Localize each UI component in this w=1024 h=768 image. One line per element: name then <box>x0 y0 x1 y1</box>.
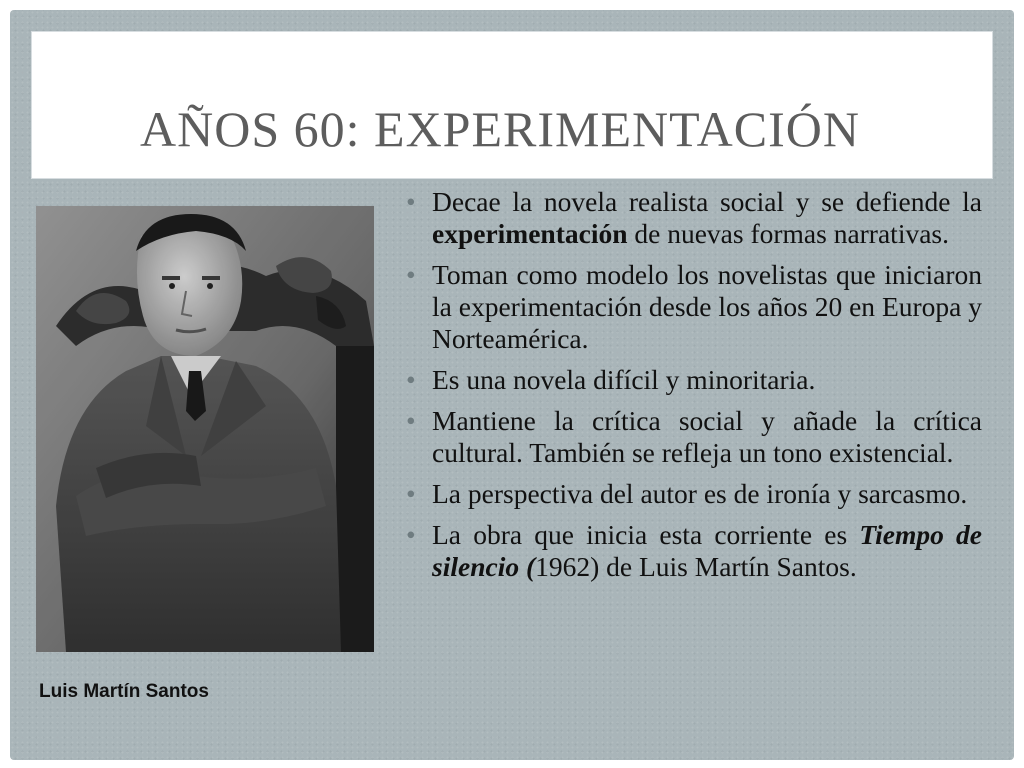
author-photo <box>36 206 374 652</box>
bullet-text: La perspectiva del autor es de ironía y sarcasmo. <box>432 478 968 509</box>
bullet-text: Es una novela difícil y minoritaria. <box>432 364 816 395</box>
bullet-item <box>406 405 982 469</box>
bullet-item <box>406 519 982 583</box>
slide <box>10 10 1014 760</box>
bullet-text: 1962) de Luis Martín Santos. <box>535 551 857 582</box>
bullet-text: de nuevas formas narrativas. <box>627 218 949 249</box>
photo-caption: Luis Martín Santos <box>39 681 209 702</box>
bullet-list <box>406 186 982 592</box>
bullet-text: Tiempo de silencio ( <box>432 519 982 582</box>
bullet-item <box>406 259 982 355</box>
slide-title: AÑOS 60: EXPERIMENTACIÓN <box>140 101 860 157</box>
bullet-item <box>406 364 982 396</box>
title-box <box>32 32 992 178</box>
bullet-text: experimentación <box>432 218 628 249</box>
bullet-item <box>406 186 982 250</box>
bullet-text: Toman como modelo los novelistas que iniciaron la experimentación desde los años 20 en Europa y Norteamérica. <box>432 259 982 354</box>
bullet-text: La obra que inicia esta corriente es <box>432 519 860 550</box>
bullet-text: Mantiene la crítica social y añade la crítica cultural. También se refleja un tono existencial. <box>432 405 982 468</box>
bullet-text: Decae la novela realista social y se defiende la <box>432 186 982 217</box>
bullet-item <box>406 478 982 510</box>
